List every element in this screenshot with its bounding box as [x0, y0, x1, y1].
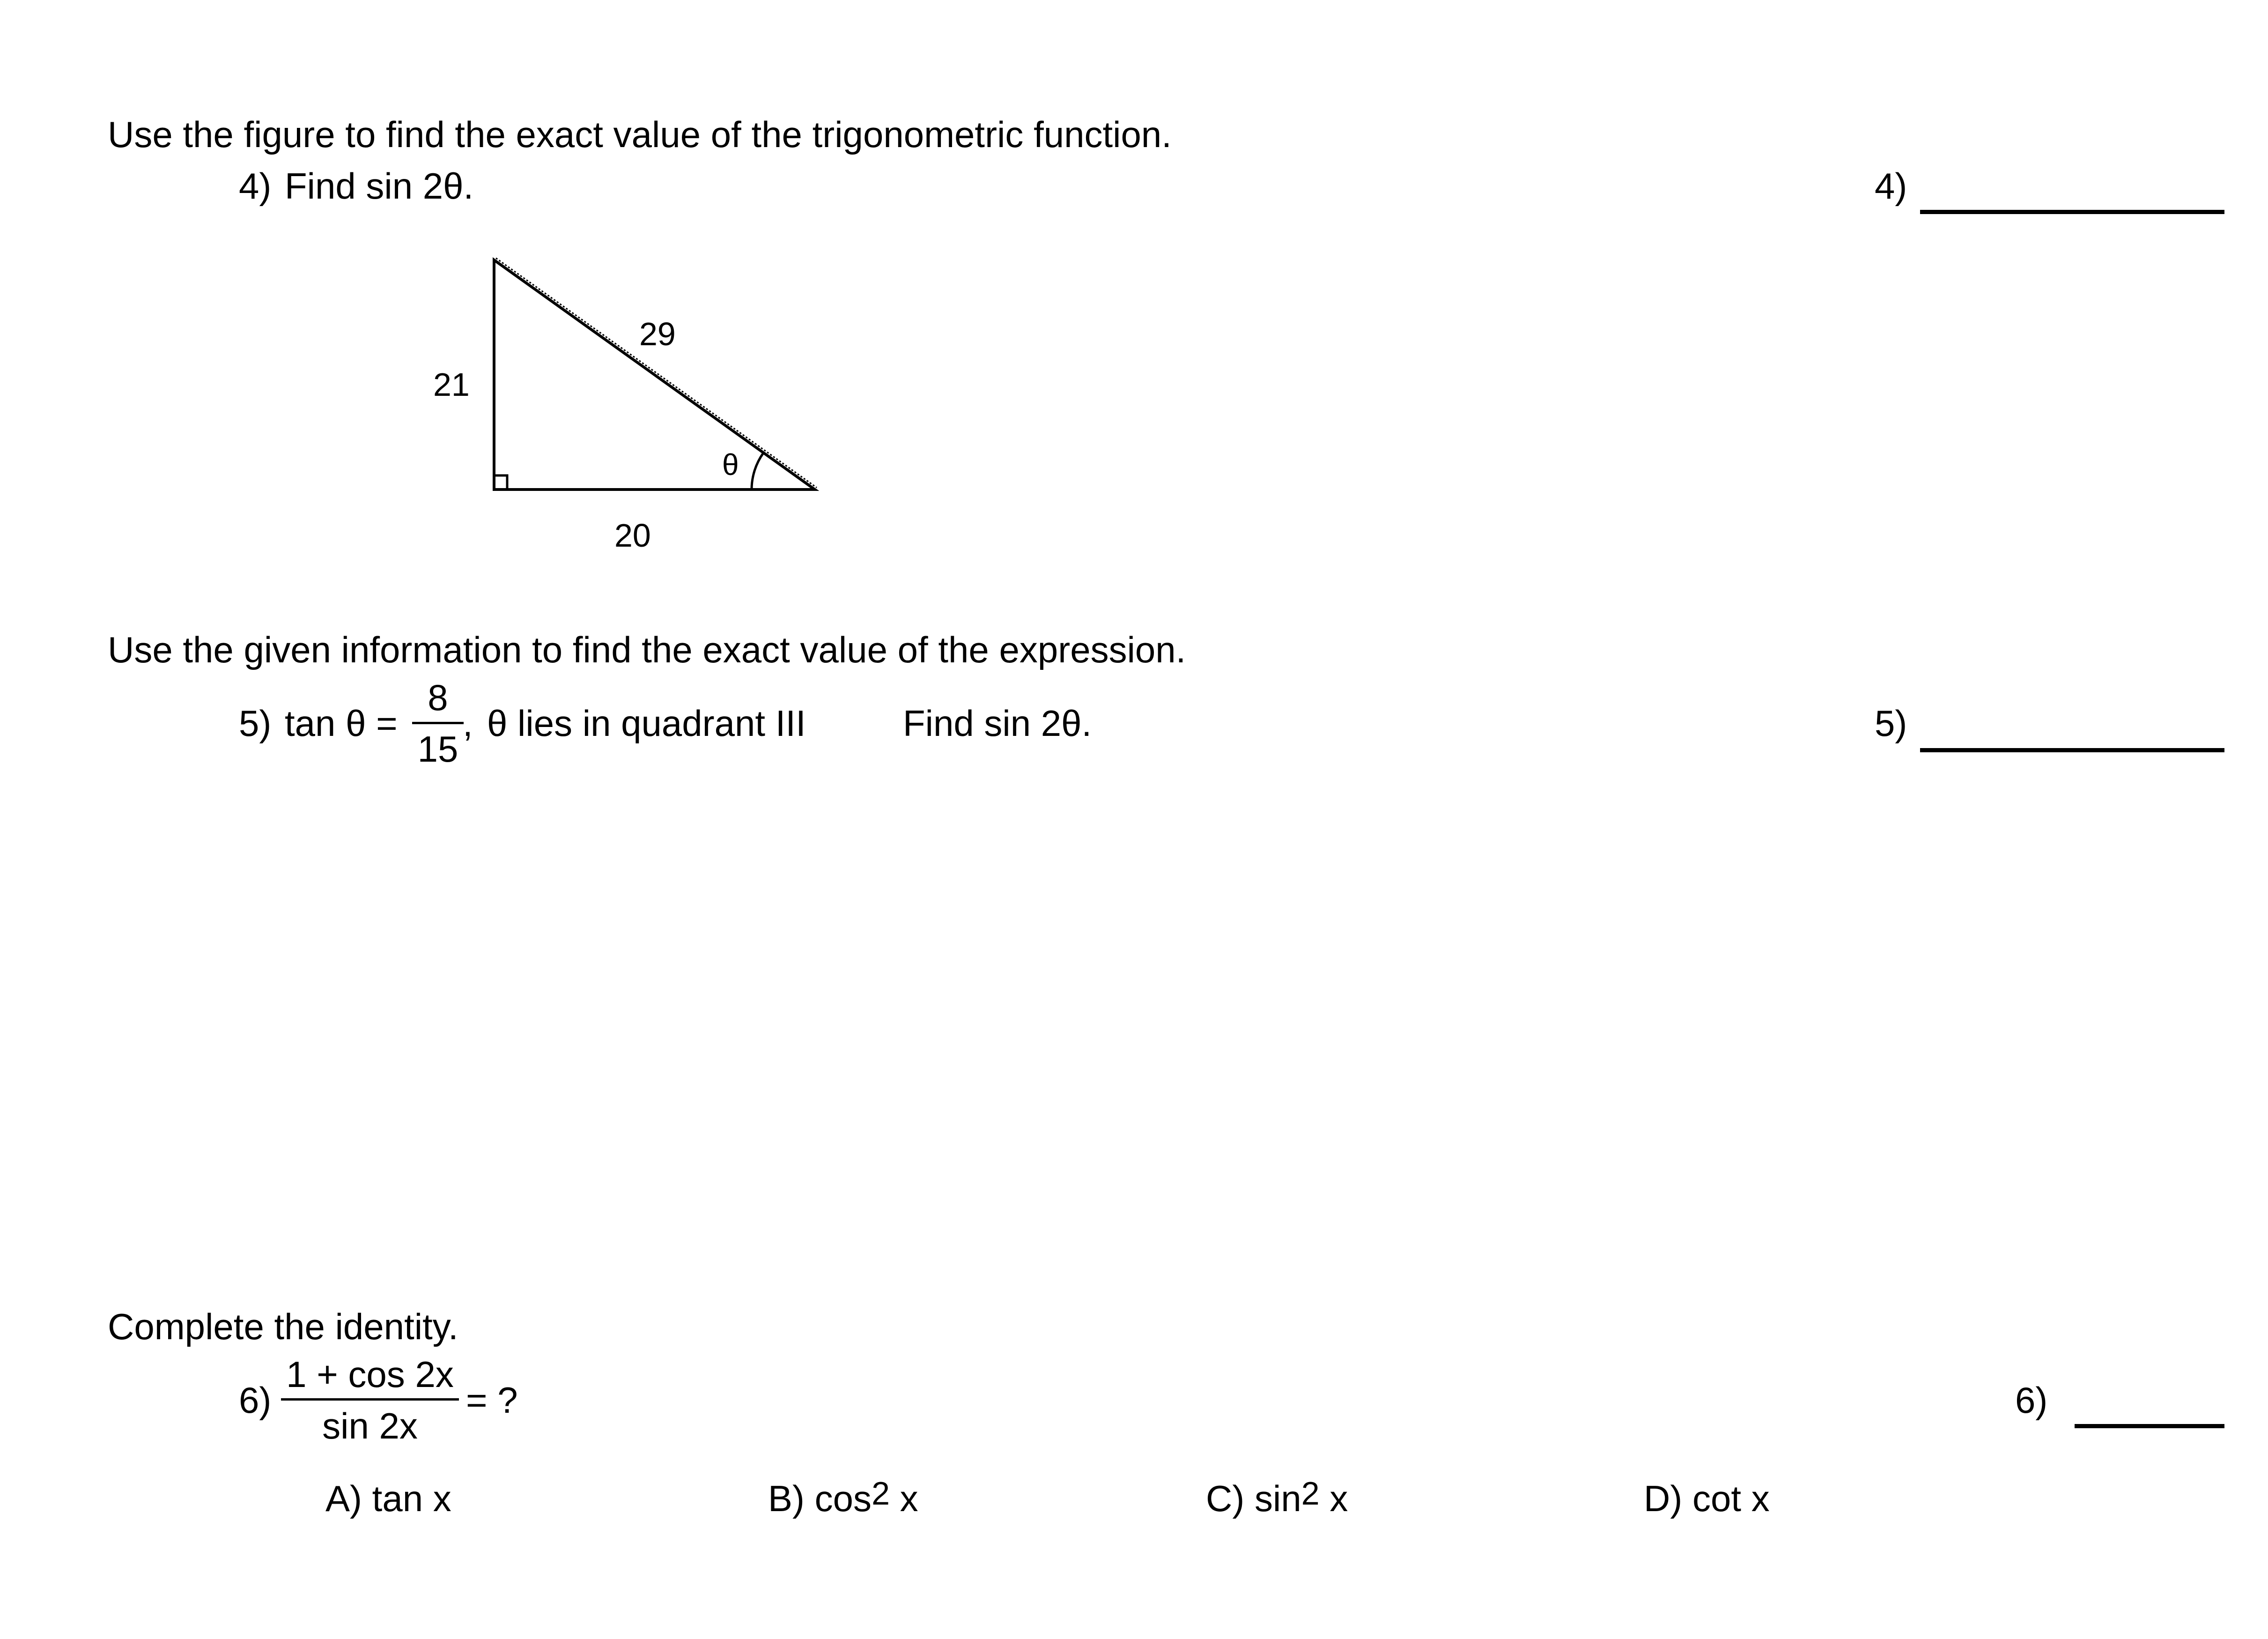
q4-number: 4): [239, 165, 272, 207]
q5-fraction-numerator: 8: [428, 677, 448, 718]
horizontal-leg-label: 20: [614, 517, 651, 554]
section3-instruction: Complete the identity.: [108, 1306, 458, 1347]
q6-number: 6): [239, 1379, 272, 1421]
section2-instruction: Use the given information to find the exact value of the expression.: [108, 629, 1186, 670]
q5-number: 5): [239, 703, 272, 744]
q4-answer-line[interactable]: [1920, 210, 2224, 214]
q6-fraction-denominator: sin 2x: [322, 1405, 418, 1446]
choice-b-exponent: 2: [872, 1475, 890, 1512]
choice-c[interactable]: [1206, 1475, 1348, 1519]
hypotenuse-label: 29: [639, 316, 676, 352]
choice-c-exponent: 2: [1301, 1475, 1320, 1512]
q6-answer-number: 6): [2015, 1379, 2048, 1421]
q4-prompt: Find sin 2θ.: [285, 165, 474, 207]
vertical-leg-label: 21: [433, 366, 470, 403]
choice-a[interactable]: [325, 1480, 451, 1517]
q5-prompt: Find sin 2θ.: [903, 703, 1092, 744]
q5-answer-line[interactable]: [1920, 748, 2224, 752]
choice-a-label: A): [325, 1478, 362, 1519]
choice-d-text: cot x: [1692, 1478, 1770, 1519]
q5-comma: ,: [463, 703, 473, 744]
right-angle-marker: [494, 475, 507, 489]
q5-lhs: tan θ =: [285, 703, 398, 744]
angle-arc: [752, 453, 763, 489]
q6-fraction-numerator: 1 + cos 2x: [286, 1354, 454, 1395]
q6-answer-line[interactable]: [2075, 1424, 2224, 1428]
q5-fraction-bar: [412, 722, 464, 724]
hypotenuse-dither: [496, 258, 817, 488]
right-triangle-figure: [487, 253, 834, 497]
choice-a-text: tan x: [372, 1478, 451, 1519]
choice-b-var: x: [900, 1478, 918, 1519]
angle-theta-label: θ: [722, 448, 739, 482]
choice-d-label: D): [1644, 1478, 1683, 1519]
q6-fraction-bar: [281, 1398, 459, 1401]
choice-c-label: C): [1206, 1478, 1245, 1519]
choice-b-base: cos: [814, 1478, 872, 1519]
choice-b[interactable]: [768, 1475, 918, 1519]
q5-fraction-denominator: 15: [417, 728, 458, 770]
triangle-outline: [494, 260, 815, 489]
choice-b-label: B): [768, 1478, 805, 1519]
choice-d[interactable]: [1644, 1480, 1770, 1517]
q4-answer-number: 4): [1875, 165, 1907, 207]
choice-c-base: sin: [1254, 1478, 1301, 1519]
q5-answer-number: 5): [1875, 703, 1907, 744]
section1-instruction: Use the figure to find the exact value of the trigonometric function.: [108, 114, 1172, 155]
q6-rhs: = ?: [466, 1379, 518, 1421]
choice-c-var: x: [1330, 1478, 1348, 1519]
q5-condition: θ lies in quadrant III: [487, 703, 806, 744]
